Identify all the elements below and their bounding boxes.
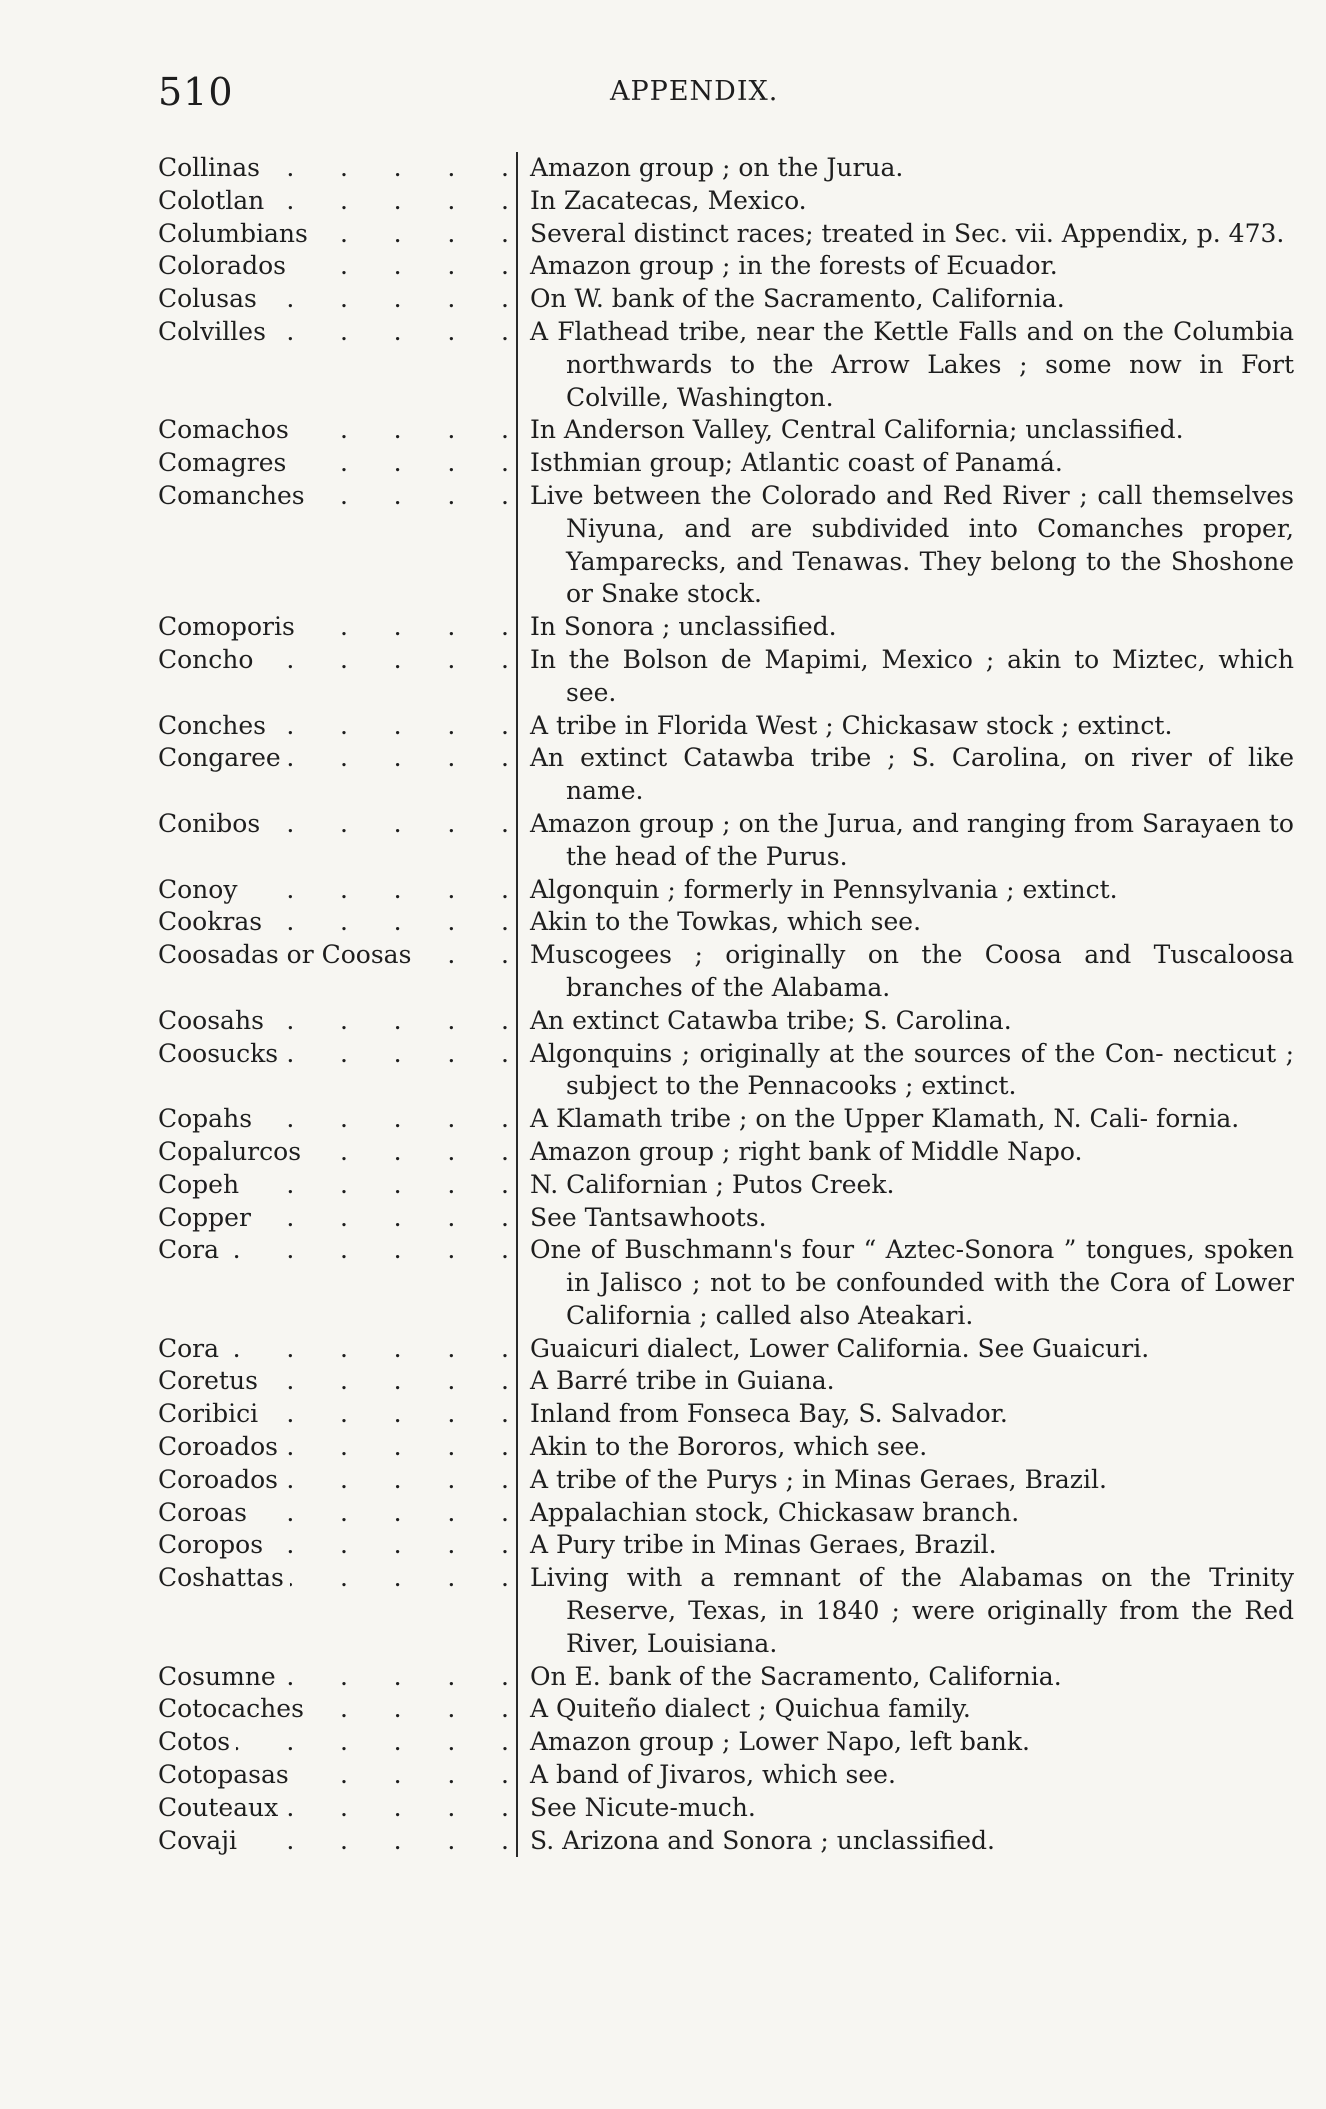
entry-name-cell xyxy=(158,1792,510,1825)
entry-description: N. Californian ; Putos Creek. xyxy=(530,1169,895,1199)
entry-name-cell xyxy=(158,1333,510,1366)
entry-description: In Anderson Valley, Central California; unclassified. xyxy=(530,415,1184,445)
entry-name: Congaree xyxy=(158,743,287,772)
entry-description: Muscogees ; originally on the Coosa and Tuscaloosa branches of the Alabama. xyxy=(530,940,1294,1002)
column-rule xyxy=(516,480,518,611)
entry-name: Covaji xyxy=(158,1826,243,1855)
entry-description: Akin to the Towkas, which see. xyxy=(530,907,922,937)
entry-name: Conibos xyxy=(158,809,266,838)
entry-name-cell xyxy=(158,1759,510,1792)
entry-description: Appalachian stock, Chickasaw branch. xyxy=(530,1497,1020,1527)
entry-name: Columbians xyxy=(158,219,314,248)
glossary-entry xyxy=(0,283,1326,316)
column-rule xyxy=(516,1562,518,1660)
entry-name-cell xyxy=(158,1398,510,1431)
glossary-entry xyxy=(0,250,1326,283)
entry-name-cell xyxy=(158,250,510,283)
column-rule xyxy=(516,1398,518,1431)
column-rule xyxy=(516,218,518,251)
glossary-entry xyxy=(0,874,1326,907)
entry-name: Coosucks xyxy=(158,1039,284,1068)
column-rule xyxy=(516,316,518,414)
entry-description: A tribe of the Purys ; in Minas Geraes, Brazil. xyxy=(530,1464,1107,1494)
column-rule xyxy=(516,1825,518,1858)
column-rule xyxy=(516,1431,518,1464)
column-rule xyxy=(516,1136,518,1169)
entry-name: Comanches xyxy=(158,481,311,510)
entry-name-cell xyxy=(158,1529,510,1562)
entry-name-cell xyxy=(158,1169,510,1202)
glossary-entry xyxy=(0,1825,1326,1858)
glossary-entry xyxy=(0,644,1326,710)
entry-description: Isthmian group; Atlantic coast of Panamá. xyxy=(530,448,1063,478)
glossary-entry xyxy=(0,939,1326,1005)
entry-description: Guaicuri dialect, Lower California. See Guaicuri. xyxy=(530,1333,1150,1363)
entry-name: Cotos xyxy=(158,1727,236,1756)
entry-description: Inland from Fonseca Bay, S. Salvador. xyxy=(530,1399,1008,1429)
column-rule xyxy=(516,283,518,316)
entry-name-cell xyxy=(158,283,510,316)
column-rule xyxy=(516,1038,518,1104)
entry-name-cell xyxy=(158,1136,510,1169)
entry-name-cell xyxy=(158,1693,510,1726)
column-rule xyxy=(516,1169,518,1202)
column-rule xyxy=(516,1497,518,1530)
glossary-entry xyxy=(0,1726,1326,1759)
entry-name-cell xyxy=(158,1103,510,1136)
column-rule xyxy=(516,185,518,218)
column-rule xyxy=(516,152,518,185)
glossary-entry xyxy=(0,1792,1326,1825)
entry-description: A tribe in Florida West ; Chickasaw stock ; extinct. xyxy=(530,710,1173,740)
entry-name: Cora xyxy=(158,1334,225,1363)
glossary-entry xyxy=(0,611,1326,644)
entry-name: Comoporis xyxy=(158,612,301,641)
entry-name: Comagres xyxy=(158,448,292,477)
entry-name: Coribici xyxy=(158,1399,264,1428)
entry-description: Amazon group ; on the Jurua. xyxy=(530,153,904,182)
column-rule xyxy=(516,611,518,644)
column-rule xyxy=(516,1726,518,1759)
glossary-entry xyxy=(0,1464,1326,1497)
entry-name-cell xyxy=(158,1202,510,1235)
entry-description: A Pury tribe in Minas Geraes, Brazil. xyxy=(530,1530,997,1560)
entry-name-cell xyxy=(158,611,510,644)
glossary-entry xyxy=(0,1529,1326,1562)
glossary-entry xyxy=(0,1562,1326,1660)
entry-description: In the Bolson de Mapimi, Mexico ; akin to Miztec, which see. xyxy=(530,644,1294,707)
entry-description: See Tantsawhoots. xyxy=(530,1202,767,1232)
entry-name: Concho xyxy=(158,645,259,674)
column-rule xyxy=(516,906,518,939)
entry-description: Several distinct races; treated in Sec. vii. Appendix, p. 473. xyxy=(530,218,1285,248)
entry-name-cell xyxy=(158,906,510,939)
column-rule xyxy=(516,1103,518,1136)
entry-description: In Sonora ; unclassified. xyxy=(530,612,837,642)
entry-name-cell xyxy=(158,1497,510,1530)
column-rule xyxy=(516,1234,518,1332)
entry-name: Colotlan xyxy=(158,186,270,215)
entry-name: Copper xyxy=(158,1203,257,1232)
glossary-entry xyxy=(0,218,1326,251)
glossary-entry xyxy=(0,1365,1326,1398)
entry-name-cell xyxy=(158,742,510,775)
column-rule xyxy=(516,414,518,447)
column-rule xyxy=(516,1202,518,1235)
column-rule xyxy=(516,1792,518,1825)
entry-name: Conoy xyxy=(158,875,243,904)
entry-name: Cosumne xyxy=(158,1662,282,1691)
glossary-entry xyxy=(0,1333,1326,1366)
glossary-entry xyxy=(0,414,1326,447)
glossary-entry xyxy=(0,1038,1326,1104)
entry-description: Amazon group ; in the forests of Ecuador. xyxy=(530,251,1058,281)
column-rule xyxy=(516,1693,518,1726)
entry-name: Coosadas or Coosas xyxy=(158,940,417,969)
entry-name: Cookras xyxy=(158,907,268,936)
entry-name: Coosahs xyxy=(158,1006,270,1035)
page-header xyxy=(158,70,1258,120)
entry-name: Copeh xyxy=(158,1170,245,1199)
entry-description: A Quiteño dialect ; Quichua family. xyxy=(530,1694,971,1724)
column-rule xyxy=(516,874,518,907)
entry-name-cell xyxy=(158,939,510,972)
column-rule xyxy=(516,1464,518,1497)
glossary-entry xyxy=(0,808,1326,874)
entry-description: Algonquins ; originally at the sources of the Con- necticut ; subject to the Pennacooks ; extinct. xyxy=(530,1038,1294,1101)
entry-name-cell xyxy=(158,218,510,251)
entry-name-cell xyxy=(158,1431,510,1464)
glossary-entry xyxy=(0,710,1326,743)
page-number: 510 xyxy=(158,70,234,114)
glossary-entry xyxy=(0,742,1326,808)
entry-name-cell xyxy=(158,1562,510,1595)
entry-name-cell xyxy=(158,1005,510,1038)
glossary-entry xyxy=(0,185,1326,218)
glossary-list xyxy=(0,152,1326,1857)
entry-description: See Nicute-much. xyxy=(530,1792,756,1822)
entry-name-cell xyxy=(158,1234,510,1267)
entry-name: Cora xyxy=(158,1235,225,1264)
entry-description: Living with a remnant of the Alabamas on the Trinity Reserve, Texas, in 1840 ; were originally from the Red River, Louisiana. xyxy=(530,1563,1294,1658)
entry-description: A Flathead tribe, near the Kettle Falls and on the Columbia northwards to the Arrow Lakes ; some now in Fort Colville, Washington. xyxy=(530,316,1294,412)
glossary-entry xyxy=(0,447,1326,480)
entry-description: A Klamath tribe ; on the Upper Klamath, N. Cali- fornia. xyxy=(530,1104,1240,1134)
entry-name: Coroados xyxy=(158,1465,284,1494)
glossary-entry xyxy=(0,1398,1326,1431)
column-rule xyxy=(516,710,518,743)
column-rule xyxy=(516,1005,518,1038)
entry-name: Coroas xyxy=(158,1498,253,1527)
entry-name: Couteaux xyxy=(158,1793,284,1822)
glossary-entry xyxy=(0,1202,1326,1235)
entry-name-cell xyxy=(158,710,510,743)
entry-name-cell xyxy=(158,1661,510,1694)
column-rule xyxy=(516,447,518,480)
entry-name: Cotopasas xyxy=(158,1760,295,1789)
entry-description: Amazon group ; right bank of Middle Napo. xyxy=(530,1136,1083,1166)
entry-name: Comachos xyxy=(158,415,295,444)
entry-description: Amazon group ; Lower Napo, left bank. xyxy=(530,1727,1030,1757)
column-rule xyxy=(516,1333,518,1366)
glossary-entry xyxy=(0,1759,1326,1792)
entry-description: A band of Jivaros, which see. xyxy=(530,1760,896,1790)
entry-name: Colvilles xyxy=(158,317,272,346)
entry-name-cell xyxy=(158,152,510,185)
entry-description: Akin to the Bororos, which see. xyxy=(530,1432,928,1462)
column-rule xyxy=(516,1529,518,1562)
entry-name: Coretus xyxy=(158,1366,264,1395)
entry-description: An extinct Catawba tribe ; S. Carolina, on river of like name. xyxy=(530,743,1294,806)
entry-name-cell xyxy=(158,414,510,447)
entry-name: Conches xyxy=(158,711,272,740)
entry-name-cell xyxy=(158,316,510,349)
entry-name-cell xyxy=(158,185,510,218)
entry-name: Coropos xyxy=(158,1530,269,1559)
column-rule xyxy=(516,808,518,874)
entry-name-cell xyxy=(158,808,510,841)
entry-name-cell xyxy=(158,1726,510,1759)
entry-name: Collinas xyxy=(158,153,266,182)
entry-name-cell xyxy=(158,1038,510,1071)
entry-name: Cotocaches xyxy=(158,1694,310,1723)
entry-description: One of Buschmann's four “ Aztec-Sonora ” tongues, spoken in Jalisco ; not to be confounded with the Cora of Lower California ; called also Ateakari. xyxy=(530,1235,1294,1330)
glossary-entry xyxy=(0,152,1326,185)
entry-description: Amazon group ; on the Jurua, and ranging from Sarayaen to the head of the Purus. xyxy=(530,808,1294,871)
entry-name: Copahs xyxy=(158,1104,258,1133)
glossary-entry xyxy=(0,1005,1326,1038)
glossary-entry xyxy=(0,1169,1326,1202)
entry-name: Coshattas xyxy=(158,1563,290,1592)
entry-description: A Barré tribe in Guiana. xyxy=(530,1366,835,1396)
entry-name-cell xyxy=(158,644,510,677)
glossary-entry xyxy=(0,480,1326,611)
column-rule xyxy=(516,1365,518,1398)
glossary-entry xyxy=(0,1693,1326,1726)
running-head: APPENDIX. xyxy=(610,76,779,107)
entry-name: Copalurcos xyxy=(158,1137,307,1166)
glossary-entry xyxy=(0,1497,1326,1530)
entry-name: Colusas xyxy=(158,284,263,313)
glossary-entry xyxy=(0,1136,1326,1169)
entry-description: An extinct Catawba tribe; S. Carolina. xyxy=(530,1005,1012,1035)
entry-name-cell xyxy=(158,874,510,907)
entry-description: Live between the Colorado and Red River ; call themselves Niyuna, and are subdivided into Comanches proper, Yamparecks, and Tenawas. They belong to the Shoshone or Snake stock. xyxy=(530,480,1294,609)
entry-description: In Zacatecas, Mexico. xyxy=(530,185,807,215)
entry-description: S. Arizona and Sonora ; unclassified. xyxy=(530,1825,995,1855)
entry-description: On E. bank of the Sacramento, California. xyxy=(530,1661,1062,1691)
glossary-entry xyxy=(0,906,1326,939)
entry-name-cell xyxy=(158,1365,510,1398)
entry-name-cell xyxy=(158,447,510,480)
entry-name-cell xyxy=(158,1825,510,1858)
entry-name-cell xyxy=(158,1464,510,1497)
column-rule xyxy=(516,939,518,1005)
column-rule xyxy=(516,1759,518,1792)
entry-description: Algonquin ; formerly in Pennsylvania ; extinct. xyxy=(530,874,1118,904)
entry-name: Coroados xyxy=(158,1432,284,1461)
glossary-entry xyxy=(0,1431,1326,1464)
glossary-entry xyxy=(0,1103,1326,1136)
column-rule xyxy=(516,250,518,283)
column-rule xyxy=(516,742,518,808)
column-rule xyxy=(516,1661,518,1694)
entry-description: On W. bank of the Sacramento, California. xyxy=(530,284,1065,314)
glossary-entry xyxy=(0,316,1326,414)
entry-name: Colorados xyxy=(158,251,292,280)
glossary-entry xyxy=(0,1234,1326,1332)
glossary-entry xyxy=(0,1661,1326,1694)
column-rule xyxy=(516,644,518,710)
entry-name-cell xyxy=(158,480,510,513)
